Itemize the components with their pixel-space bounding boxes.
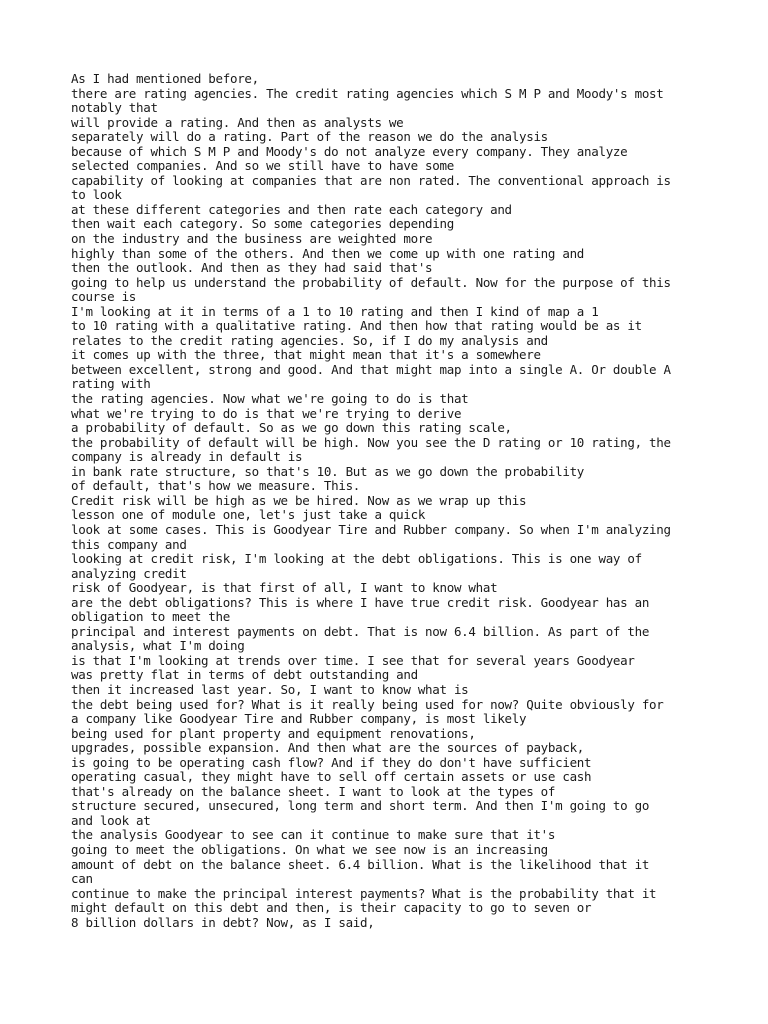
transcript-line: capability of looking at companies that are non rated. The conventional approach is: [71, 172, 671, 188]
transcript-line: what we're trying to do is that we're trying to derive: [71, 405, 462, 421]
transcript-line: is going to be operating cash flow? And if they do don't have sufficient: [71, 754, 592, 770]
transcript-line: selected companies. And so we still have to have some: [71, 158, 454, 174]
transcript-line: the analysis Goodyear to see can it continue to make sure that it's: [71, 827, 556, 843]
transcript-line: operating casual, they might have to sell off certain assets or use cash: [71, 769, 592, 785]
transcript-line: to 10 rating with a qualitative rating. And then how that rating would be as it: [71, 318, 642, 334]
transcript-line: at these different categories and then rate each category and: [71, 201, 512, 217]
transcript-line: rating with: [71, 376, 151, 392]
transcript-line: Credit risk will be high as we be hired. Now as we wrap up this: [71, 492, 527, 508]
transcript-line: then it increased last year. So, I want to know what is: [71, 681, 469, 697]
transcript-line: 8 billion dollars in debt? Now, as I said,: [71, 914, 375, 930]
transcript-line: of default, that's how we measure. This.: [71, 478, 361, 494]
transcript-line: on the industry and the business are weighted more: [71, 231, 433, 247]
transcript-line: As I had mentioned before,: [71, 71, 259, 86]
transcript-line: company is already in default is: [71, 449, 303, 465]
transcript-line: I'm looking at it in terms of a 1 to 10 rating and then I kind of map a 1: [71, 303, 599, 319]
transcript-line: the probability of default will be high. Now you see the D rating or 10 rating, the: [71, 434, 671, 450]
transcript-line: the debt being used for? What is it really being used for now? Quite obviously for: [71, 696, 664, 712]
transcript-line: that's already on the balance sheet. I want to look at the types of: [71, 783, 556, 799]
transcript-line: to look: [71, 187, 122, 203]
transcript-line: might default on this debt and then, is their capacity to go to seven or: [71, 900, 592, 916]
transcript-line: lesson one of module one, let's just take a quick: [71, 507, 426, 523]
transcript-line: in bank rate structure, so that's 10. But as we go down the probability: [71, 463, 585, 479]
transcript-text: [71, 72, 701, 930]
transcript-line: risk of Goodyear, is that first of all, I want to know what: [71, 580, 498, 596]
transcript-line: it comes up with the three, that might mean that it's a somewhere: [71, 347, 541, 363]
transcript-line: is that I'm looking at trends over time. I see that for several years Goodyear: [71, 652, 635, 668]
transcript-line: analyzing credit: [71, 565, 187, 581]
transcript-line: principal and interest payments on debt. That is now 6.4 billion. As part of the: [71, 623, 650, 639]
transcript-line: continue to make the principal interest payments? What is the probability that it: [71, 885, 657, 901]
transcript-line: looking at credit risk, I'm looking at the debt obligations. This is one way of: [71, 551, 642, 567]
transcript-line: course is: [71, 289, 137, 305]
transcript-line: the rating agencies. Now what we're going to do is that: [71, 391, 469, 407]
transcript-line: are the debt obligations? This is where I have true credit risk. Goodyear has an: [71, 594, 650, 610]
transcript-line: there are rating agencies. The credit rating agencies which S M P and Moody's most: [71, 85, 664, 101]
transcript-line: structure secured, unsecured, long term and short term. And then I'm going to go: [71, 798, 650, 814]
transcript-line: separately will do a rating. Part of the reason we do the analysis: [71, 129, 548, 145]
transcript-line: was pretty flat in terms of debt outstanding and: [71, 667, 418, 683]
transcript-line: notably that: [71, 100, 158, 116]
transcript-line: highly than some of the others. And then we come up with one rating and: [71, 245, 585, 261]
transcript-line: a probability of default. So as we go down this rating scale,: [71, 420, 512, 436]
transcript-line: going to meet the obligations. On what we see now is an increasing: [71, 841, 548, 857]
transcript-line: going to help us understand the probability of default. Now for the purpose of this: [71, 274, 671, 290]
transcript-line: analysis, what I'm doing: [71, 638, 245, 654]
transcript-line: will provide a rating. And then as analysts we: [71, 114, 404, 130]
transcript-line: between excellent, strong and good. And that might map into a single A. Or double A: [71, 361, 671, 377]
transcript-line: a company like Goodyear Tire and Rubber company, is most likely: [71, 711, 527, 727]
transcript-line: and look at: [71, 812, 151, 828]
transcript-line: relates to the credit rating agencies. So, if I do my analysis and: [71, 332, 548, 348]
transcript-line: can: [71, 871, 93, 887]
transcript-line: look at some cases. This is Goodyear Tire and Rubber company. So when I'm analyzing: [71, 521, 671, 537]
transcript-line: then the outlook. And then as they had said that's: [71, 260, 433, 276]
transcript-line: being used for plant property and equipment renovations,: [71, 725, 476, 741]
transcript-line: then wait each category. So some categories depending: [71, 216, 454, 232]
transcript-line: amount of debt on the balance sheet. 6.4 billion. What is the likelihood that it: [71, 856, 650, 872]
transcript-line: because of which S M P and Moody's do not analyze every company. They analyze: [71, 143, 628, 159]
transcript-line: this company and: [71, 536, 187, 552]
transcript-line: upgrades, possible expansion. And then what are the sources of payback,: [71, 740, 585, 756]
transcript-line: obligation to meet the: [71, 609, 230, 625]
